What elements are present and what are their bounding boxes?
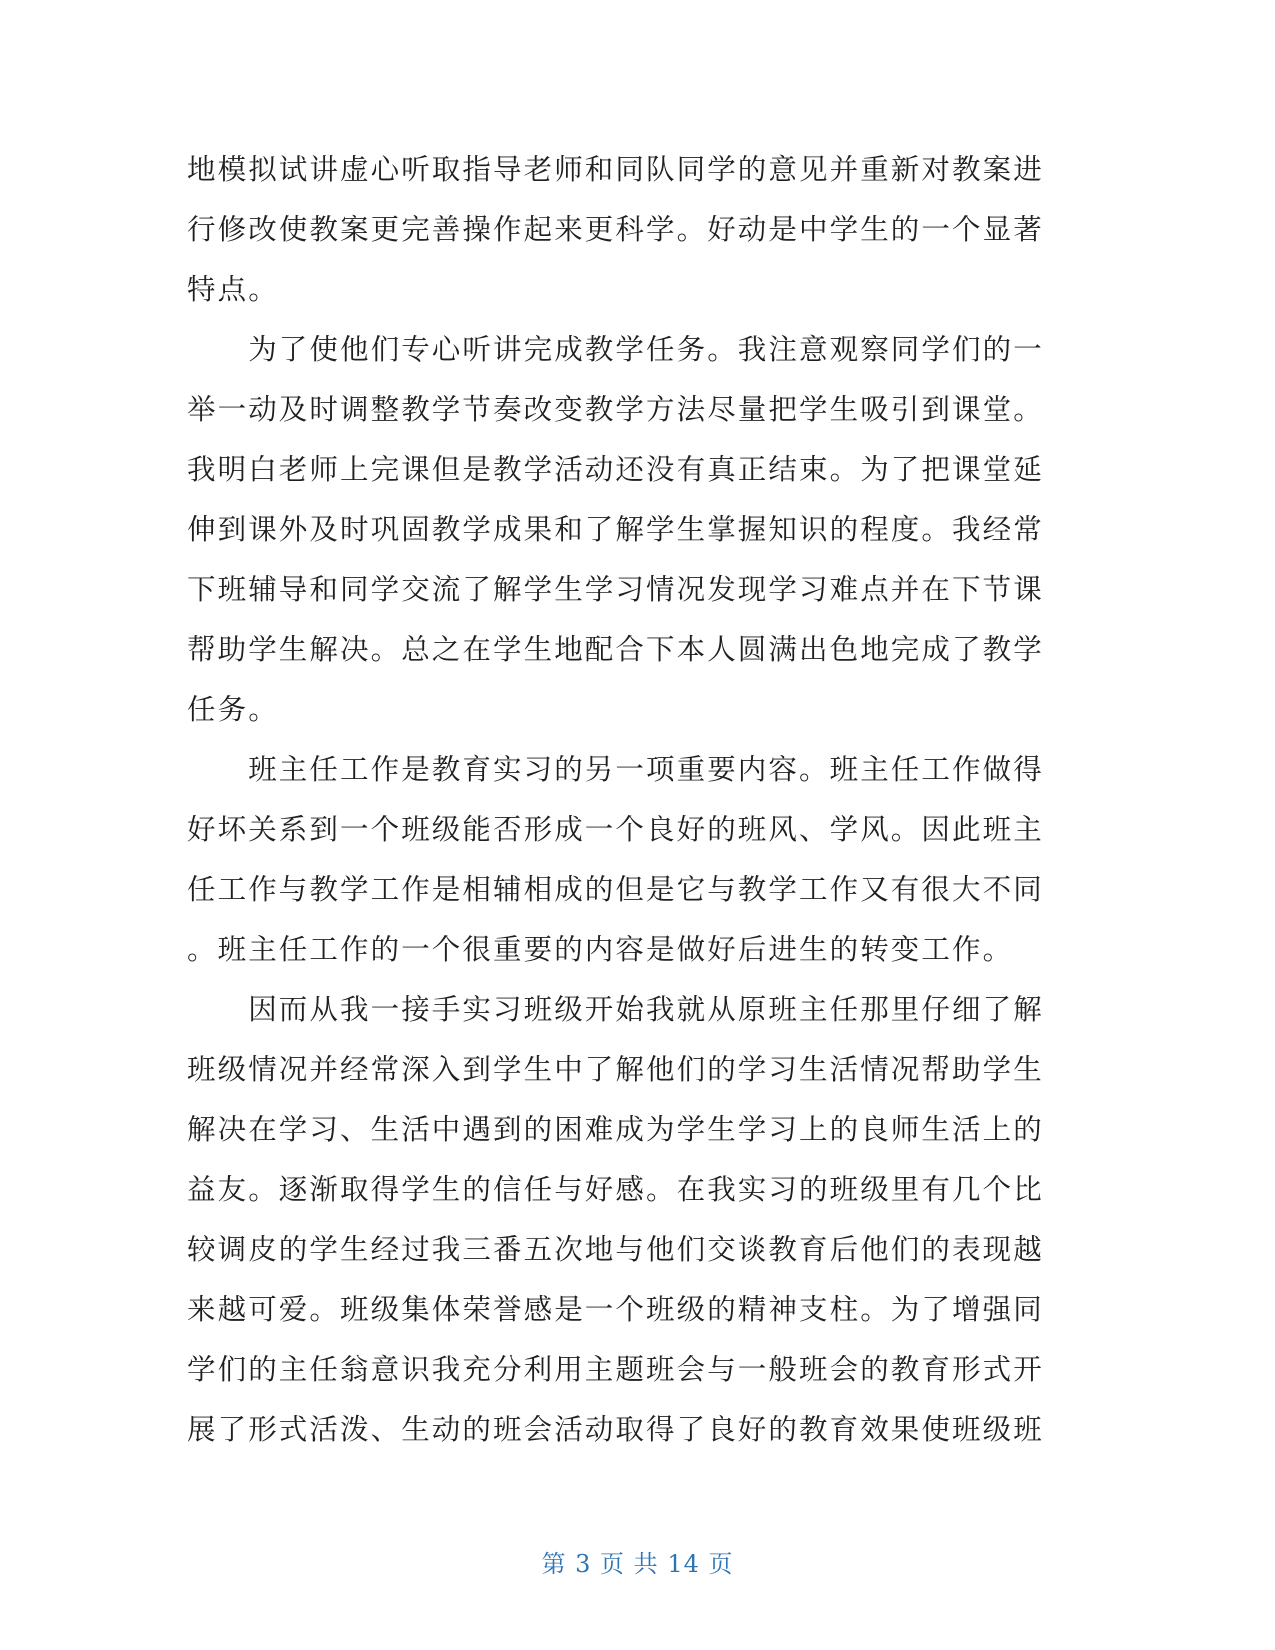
text-line: 下班辅导和同学交流了解学生学习情况发现学习难点并在下节课	[187, 573, 1044, 606]
footer-prefix: 第	[541, 1550, 567, 1578]
text-line: 较调皮的学生经过我三番五次地与他们交谈教育后他们的表现越	[187, 1233, 1044, 1266]
text-line: 地模拟试讲虚心听取指导老师和同队同学的意见并重新对教案进	[187, 153, 1044, 186]
text-line: 伸到课外及时巩固教学成果和了解学生掌握知识的程度。我经常	[187, 513, 1044, 546]
text-line: 展了形式活泼、生动的班会活动取得了良好的教育效果使班级班	[187, 1413, 1044, 1446]
text-line: 解决在学习、生活中遇到的困难成为学生学习上的良师生活上的	[187, 1113, 1044, 1146]
document-body	[187, 140, 1067, 1460]
text-line: 为了使他们专心听讲完成教学任务。我注意观察同学们的一	[187, 333, 1044, 366]
text-line: 任务。	[187, 693, 279, 726]
text-line: 帮助学生解决。总之在学生地配合下本人圆满出色地完成了教学	[187, 633, 1044, 666]
text-line: 班主任工作是教育实习的另一项重要内容。班主任工作做得	[187, 753, 1044, 786]
footer-suffix: 页	[708, 1550, 734, 1578]
footer-middle: 页 共	[600, 1550, 659, 1578]
text-line: 。班主任工作的一个很重要的内容是做好后进生的转变工作。	[187, 933, 1014, 966]
text-line: 学们的主任翁意识我充分利用主题班会与一般班会的教育形式开	[187, 1353, 1044, 1386]
page-footer	[0, 1548, 1275, 1580]
text-line: 来越可爱。班级集体荣誉感是一个班级的精神支柱。为了增强同	[187, 1293, 1044, 1326]
current-page-number: 3	[575, 1550, 592, 1578]
text-line: 我明白老师上完课但是教学活动还没有真正结束。为了把课堂延	[187, 453, 1044, 486]
text-line: 好坏关系到一个班级能否形成一个良好的班风、学风。因此班主	[187, 813, 1044, 846]
text-line: 班级情况并经常深入到学生中了解他们的学习生活情况帮助学生	[187, 1053, 1044, 1086]
text-line: 任工作与教学工作是相辅相成的但是它与教学工作又有很大不同	[187, 873, 1044, 906]
text-line: 特点。	[187, 273, 279, 306]
text-line: 行修改使教案更完善操作起来更科学。好动是中学生的一个显著	[187, 213, 1044, 246]
total-pages-number: 14	[667, 1550, 700, 1578]
text-line: 因而从我一接手实习班级开始我就从原班主任那里仔细了解	[187, 993, 1044, 1026]
text-line: 举一动及时调整教学节奏改变教学方法尽量把学生吸引到课堂。	[187, 393, 1044, 426]
text-line: 益友。逐渐取得学生的信任与好感。在我实习的班级里有几个比	[187, 1173, 1044, 1206]
